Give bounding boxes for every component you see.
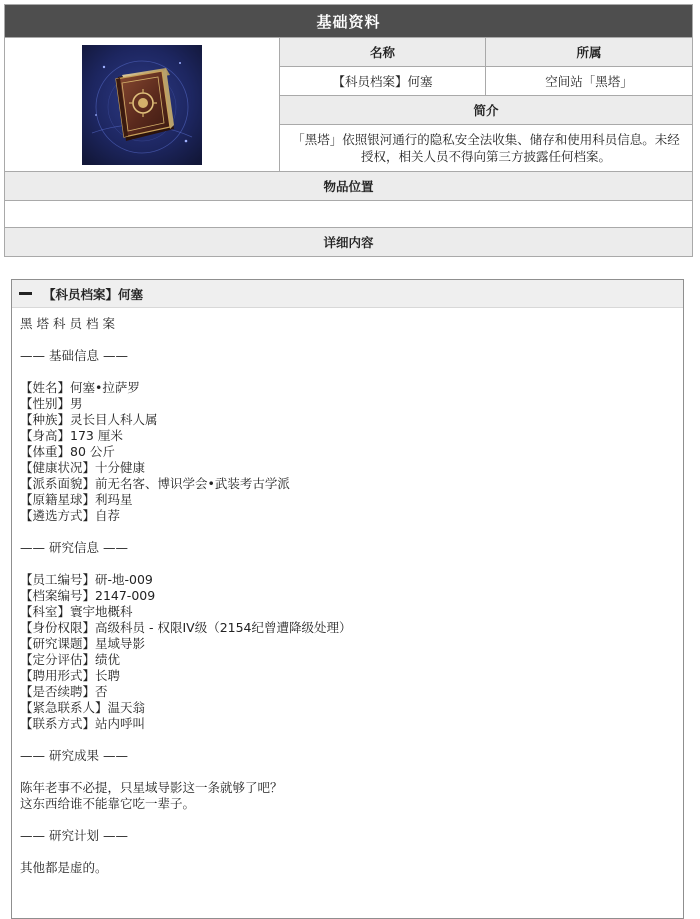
section-plan-heading: —— 研究计划 —— xyxy=(20,828,128,843)
list-item: 【派系面貌】前无名客、博识学会•武装考古学派 xyxy=(20,476,290,491)
list-item: 【研究课题】星域导影 xyxy=(20,636,146,651)
basic-info-table xyxy=(4,4,693,257)
results-text-line: 这东西给谁不能靠它吃一辈子。 xyxy=(20,796,196,811)
detail-collapsible xyxy=(11,279,684,919)
list-item: 【姓名】何塞•拉萨罗 xyxy=(20,380,140,395)
list-item: 【科室】寰宇地概科 xyxy=(20,604,133,619)
section-basic-heading: —— 基础信息 —— xyxy=(20,348,128,363)
plan-text-line: 其他都是虚的。 xyxy=(20,860,108,875)
list-item: 【是否续聘】否 xyxy=(20,684,108,699)
list-item: 【档案编号】2147-009 xyxy=(20,588,156,603)
name-header: 名称 xyxy=(280,38,486,67)
detail-toggle[interactable] xyxy=(12,280,683,308)
basic-info-list xyxy=(20,380,683,524)
item-image-cell xyxy=(5,38,280,172)
collapse-minus-icon[interactable] xyxy=(19,292,32,295)
section-results-heading: —— 研究成果 —— xyxy=(20,748,128,763)
book-icon xyxy=(82,45,202,165)
detail-toggle-title: 【科员档案】何塞 xyxy=(43,286,144,302)
section-research-heading: —— 研究信息 —— xyxy=(20,540,128,555)
faction-header: 所属 xyxy=(486,38,693,67)
list-item: 【原籍星球】利玛星 xyxy=(20,492,133,507)
list-item: 【紧急联系人】温天翁 xyxy=(20,700,146,715)
list-item: 【定分评估】绩优 xyxy=(20,652,121,667)
list-item: 【身高】173 厘米 xyxy=(20,428,123,443)
results-text-line: 陈年老事不必提，只星域导影这一条就够了吧？ xyxy=(20,780,283,795)
list-item: 【联系方式】站内呼叫 xyxy=(20,716,146,731)
item-name-value: 【科员档案】何塞 xyxy=(280,67,486,96)
list-item: 【健康状况】十分健康 xyxy=(20,460,146,475)
doc-title: 黑塔科员档案 xyxy=(20,316,120,331)
location-value xyxy=(5,201,693,228)
location-header: 物品位置 xyxy=(5,172,693,201)
intro-text: 「黑塔」依照银河通行的隐私安全法收集、储存和使用科员信息。未经授权，相关人员不得向第三方披露任何档案。 xyxy=(280,125,693,172)
intro-header: 简介 xyxy=(280,96,693,125)
infobox-title: 基础资料 xyxy=(5,5,693,38)
item-faction-value: 空间站「黑塔」 xyxy=(486,67,693,96)
list-item: 【聘用形式】长聘 xyxy=(20,668,121,683)
details-header: 详细内容 xyxy=(5,228,693,257)
research-info-list xyxy=(20,572,683,732)
detail-body xyxy=(12,308,683,876)
list-item: 【性别】男 xyxy=(20,396,83,411)
list-item: 【种族】灵长目人科人属 xyxy=(20,412,158,427)
list-item: 【遴选方式】自荐 xyxy=(20,508,121,523)
list-item: 【员工编号】研-地-009 xyxy=(20,572,153,587)
list-item: 【身份权限】高级科员 - 权限IV级（2154纪曾遭降级处理） xyxy=(20,620,352,635)
list-item: 【体重】80 公斤 xyxy=(20,444,115,459)
